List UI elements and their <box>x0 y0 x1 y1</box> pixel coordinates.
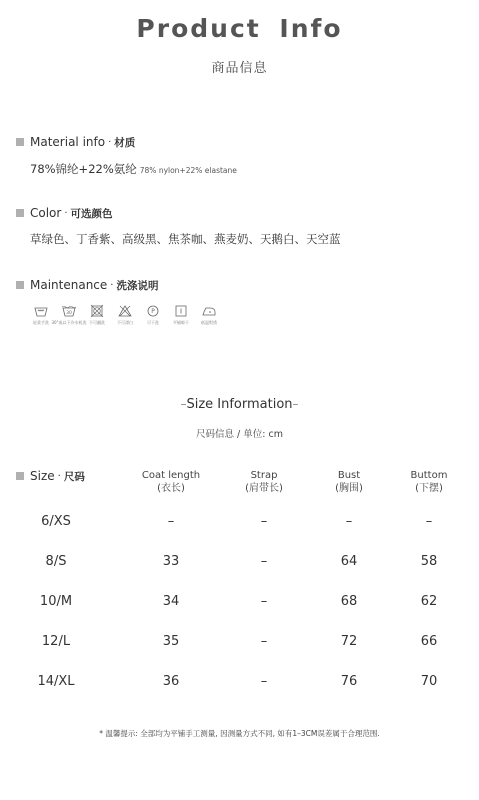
separator-dot: · <box>64 207 68 219</box>
size-title <box>0 397 479 412</box>
care-item <box>198 304 220 326</box>
material-value-cn: 78%锦纶+22%氨纶 <box>30 162 137 176</box>
maintenance-label-cn: 洗涤说明 <box>116 279 159 292</box>
care-label: 不可漂白 <box>117 320 133 325</box>
table-cell: 66 <box>420 634 438 649</box>
column-header <box>224 469 304 495</box>
flat-dry-icon <box>173 304 189 318</box>
page-title: Product Info <box>136 14 343 43</box>
care-label: 30°或以下冷水机洗 <box>51 320 87 325</box>
maintenance-label-en: Maintenance <box>30 278 108 292</box>
color-header <box>16 205 113 221</box>
column-header <box>309 469 389 495</box>
table-cell: 64 <box>340 554 358 569</box>
material-header <box>16 134 135 150</box>
column-header-en: Bust <box>337 470 361 481</box>
bullet-square-icon <box>16 472 24 480</box>
table-cell: – <box>260 514 268 529</box>
table-cell: 33 <box>162 554 180 569</box>
no-tumble-dry-icon <box>89 304 105 318</box>
color-options: 草绿色、丁香紫、高级黑、焦茶咖、燕麦奶、天鹅白、天空蓝 <box>30 232 341 246</box>
care-label: 平铺晾干 <box>173 320 189 325</box>
size-header <box>16 468 85 484</box>
size-label-en: Size <box>30 469 55 483</box>
table-cell: 76 <box>340 674 358 689</box>
column-header-cn: (下摆) <box>415 483 443 494</box>
table-cell: – <box>425 514 433 529</box>
table-cell: – <box>260 594 268 609</box>
table-cell: 62 <box>420 594 438 609</box>
care-label: 低温熨烫 <box>201 320 217 325</box>
table-cell: 35 <box>162 634 180 649</box>
column-header-cn: (胸围) <box>335 483 363 494</box>
size-unit: 尺码信息 / 单位: cm <box>196 429 283 440</box>
table-cell: – <box>260 674 268 689</box>
table-cell: – <box>167 514 175 529</box>
hand-wash-icon <box>33 304 49 318</box>
column-header <box>389 469 469 495</box>
maintenance-header <box>16 277 158 293</box>
table-cell: – <box>345 514 353 529</box>
size-cell: 6/XS <box>41 514 71 529</box>
dry-clean-p-icon <box>145 304 161 318</box>
size-label-cn: 尺码 <box>63 470 85 483</box>
table-cell: – <box>260 554 268 569</box>
title-dash: – <box>180 397 187 411</box>
separator-dot: · <box>57 470 61 482</box>
no-bleach-icon <box>117 304 133 318</box>
separator-dot: · <box>108 136 112 148</box>
care-label: 不可翻洗 <box>89 320 105 325</box>
table-cell: 34 <box>162 594 180 609</box>
column-header-en: Buttom <box>410 470 448 481</box>
care-item <box>86 304 108 326</box>
column-header <box>131 469 211 495</box>
care-item <box>51 304 87 326</box>
svg-text:P: P <box>151 308 155 315</box>
wash-30-icon <box>61 304 77 318</box>
material-label-cn: 材质 <box>114 136 136 149</box>
column-header-en: Coat length <box>141 470 201 481</box>
title-dash: – <box>292 397 299 411</box>
table-cell: 68 <box>340 594 358 609</box>
size-cell: 14/XL <box>37 674 75 689</box>
care-item <box>30 304 52 326</box>
table-cell: 70 <box>420 674 438 689</box>
care-label: 轻柔手洗 <box>33 320 49 325</box>
care-item <box>114 304 136 326</box>
material-value <box>30 161 237 177</box>
size-cell: 10/M <box>39 594 73 609</box>
column-header-cn: (肩带长) <box>245 483 283 494</box>
svg-text:30: 30 <box>66 311 72 316</box>
page-subtitle: 商品信息 <box>211 61 268 76</box>
table-cell: – <box>260 634 268 649</box>
footnote: * 温馨提示: 全部均为平铺手工测量, 因测量方式不同, 如有1–3CM误差属于合理范围. <box>99 729 380 738</box>
size-title-text: Size Information <box>186 397 293 412</box>
bullet-square-icon <box>16 209 24 217</box>
bullet-square-icon <box>16 281 24 289</box>
material-value-en: 78% nylon+22% elastane <box>139 166 237 175</box>
color-label-en: Color <box>30 206 62 220</box>
color-label-cn: 可选颜色 <box>70 207 113 220</box>
low-iron-icon <box>201 304 217 318</box>
material-label-en: Material info <box>30 135 106 149</box>
care-icons <box>30 304 226 326</box>
separator-dot: · <box>110 279 114 291</box>
size-cell: 12/L <box>41 634 71 649</box>
care-item <box>142 304 164 326</box>
size-cell: 8/S <box>45 554 67 569</box>
table-cell: 72 <box>340 634 358 649</box>
table-cell: 36 <box>162 674 180 689</box>
table-cell: 58 <box>420 554 438 569</box>
column-header-en: Strap <box>250 470 278 481</box>
column-header-cn: (衣长) <box>157 483 185 494</box>
care-item <box>170 304 192 326</box>
care-label: 可干洗 <box>147 320 159 325</box>
bullet-square-icon <box>16 138 24 146</box>
